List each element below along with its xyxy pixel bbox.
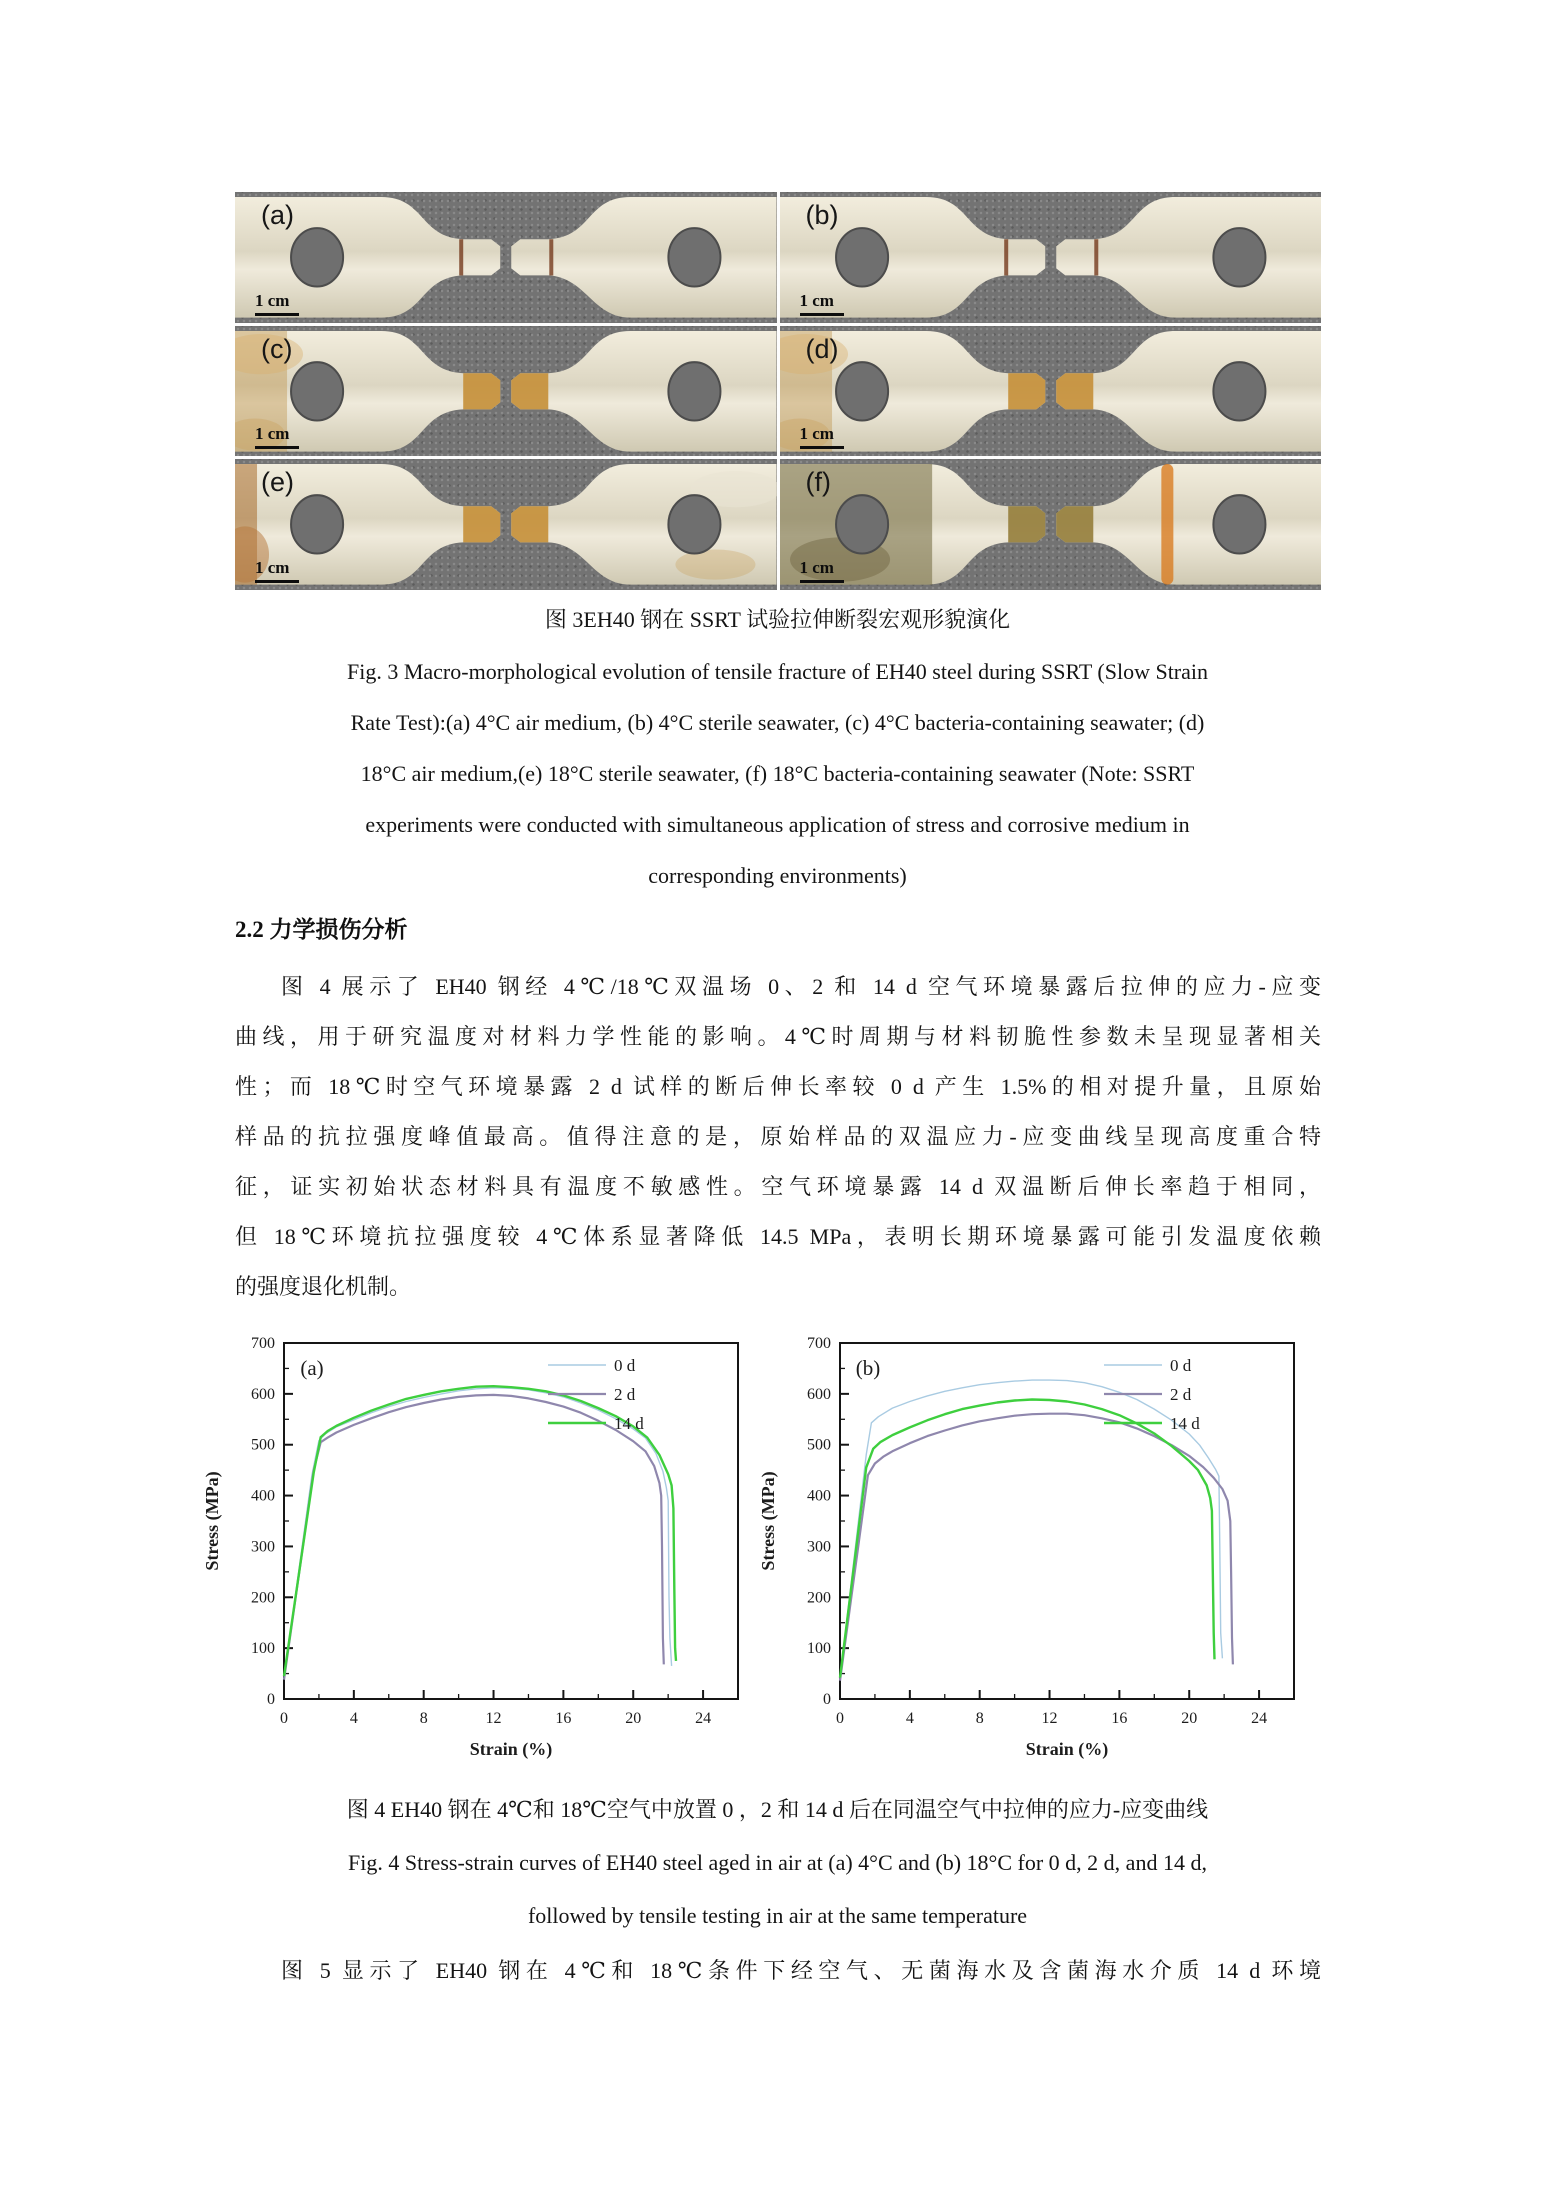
scale-bar-line: [800, 446, 844, 449]
svg-text:700: 700: [251, 1335, 275, 1352]
svg-text:16: 16: [1111, 1710, 1128, 1727]
caption-line: corresponding environments): [648, 863, 907, 888]
scale-bar-line: [255, 446, 299, 449]
scale-bar-line: [800, 580, 844, 583]
paragraph-line: 但 18℃环境抗拉强度较 4℃体系显著降低 14.5 MPa，表明长期环境暴露可能引发温度依赖: [235, 1224, 1321, 1249]
paragraph-line: 图 4 展示了 EH40 钢经 4℃/18℃双温场 0、2 和 14 d 空气环境暴露后拉伸的应力-应变: [281, 974, 1321, 999]
paragraph-line: 性；而 18℃时空气环境暴露 2 d 试样的断后伸长率较 0 d 产生 1.5%的相对提升量，且原始: [235, 1074, 1321, 1099]
svg-text:500: 500: [251, 1436, 275, 1454]
svg-text:12: 12: [485, 1710, 502, 1727]
figure3-caption-zh: 图 3EH40 钢在 SSRT 试验拉伸断裂宏观形貌演化: [544, 607, 1011, 632]
svg-text:0: 0: [836, 1710, 844, 1727]
svg-text:(b): (b): [855, 1356, 881, 1380]
panel-letter: (a): [261, 200, 294, 230]
svg-text:12: 12: [1041, 1710, 1058, 1727]
svg-text:300: 300: [807, 1538, 831, 1556]
figure4-chart-a: [196, 1330, 748, 1766]
scale-bar-line: [800, 313, 844, 316]
caption-line: Rate Test):(a) 4°C air medium, (b) 4°C sterile seawater, (c) 4°C bacteria-containing seawater; (d): [350, 710, 1205, 735]
svg-text:(a): (a): [300, 1356, 324, 1380]
paragraph-line: 样品的抗拉强度峰值最高。值得注意的是，原始样品的双温应力-应变曲线呈现高度重合特: [235, 1124, 1321, 1149]
scale-bar: 1 cm: [800, 292, 844, 316]
figure4-caption-en-line2: followed by tensile testing in air at the same temperature: [527, 1903, 1028, 1928]
svg-text:300: 300: [251, 1538, 275, 1556]
specimen-photo-a: [235, 192, 777, 323]
svg-text:14 d: 14 d: [1170, 1414, 1200, 1433]
figure3-photo-grid: [235, 192, 1321, 590]
svg-text:Strain (%): Strain (%): [469, 1739, 553, 1759]
specimen-photo-e: [235, 459, 777, 590]
svg-text:100: 100: [251, 1640, 275, 1658]
svg-text:14 d: 14 d: [614, 1414, 644, 1433]
caption-line: 18°C air medium,(e) 18°C sterile seawater, (f) 18°C bacteria-containing seawater (Note: SSRT: [360, 761, 1195, 786]
svg-text:2 d: 2 d: [1170, 1385, 1192, 1404]
scale-bar: 1 cm: [800, 425, 844, 449]
svg-text:16: 16: [555, 1710, 572, 1727]
scale-bar: 1 cm: [255, 292, 299, 316]
svg-text:0: 0: [280, 1710, 288, 1727]
scale-bar-line: [255, 580, 299, 583]
specimen-photo-c: [235, 326, 777, 457]
scale-bar: 1 cm: [255, 559, 299, 583]
panel-letter: (b): [805, 200, 839, 230]
scale-bar-line: [255, 313, 299, 316]
svg-text:2 d: 2 d: [614, 1385, 636, 1404]
caption-line: Fig. 3 Macro-morphological evolution of tensile fracture of EH40 steel during SSRT (Slow Strain: [346, 659, 1209, 684]
figure4-chart-b: [752, 1330, 1304, 1766]
specimen-photo-f: [780, 459, 1322, 590]
figure4-caption-en-line1: Fig. 4 Stress-strain curves of EH40 steel aged in air at (a) 4°C and (b) 18°C for 0 d, 2 d, and 14 d,: [348, 1850, 1207, 1875]
closing-paragraph-line: 图 5 显示了 EH40 钢在 4℃和 18℃条件下经空气、无菌海水及含菌海水介质 14 d 环境: [281, 1958, 1321, 1983]
svg-text:400: 400: [807, 1487, 831, 1505]
paragraph-line: 曲线，用于研究温度对材料力学性能的影响。4℃时周期与材料韧脆性参数未呈现显著相关: [235, 1024, 1321, 1049]
svg-text:0: 0: [823, 1691, 831, 1708]
panel-letter: (e): [261, 467, 294, 498]
paragraph-line: 征，证实初始状态材料具有温度不敏感性。空气环境暴露 14 d 双温断后伸长率趋于相同，: [235, 1174, 1321, 1199]
svg-text:Stress (MPa): Stress (MPa): [202, 1471, 222, 1571]
panel-letter: (f): [805, 467, 831, 498]
scale-bar: 1 cm: [255, 425, 299, 449]
scale-bar: 1 cm: [800, 559, 844, 583]
figure3-caption-en: [0, 646, 1555, 901]
paragraph-line: 的强度退化机制。: [235, 1274, 412, 1299]
svg-text:Stress (MPa): Stress (MPa): [758, 1471, 778, 1571]
svg-text:200: 200: [807, 1589, 831, 1607]
svg-text:100: 100: [807, 1640, 831, 1658]
specimen-photo-b: [780, 192, 1322, 323]
body-paragraph: [235, 962, 1321, 1312]
svg-text:600: 600: [807, 1385, 831, 1403]
svg-text:600: 600: [251, 1385, 275, 1403]
svg-text:24: 24: [1251, 1710, 1268, 1727]
svg-text:200: 200: [251, 1589, 275, 1607]
panel-letter: (c): [261, 333, 293, 364]
svg-text:20: 20: [625, 1710, 642, 1727]
specimen-photo-d: [780, 326, 1322, 457]
svg-text:500: 500: [807, 1436, 831, 1454]
svg-text:24: 24: [695, 1710, 712, 1727]
svg-text:700: 700: [807, 1335, 831, 1352]
panel-letter: (d): [805, 333, 839, 364]
svg-text:8: 8: [975, 1710, 984, 1727]
caption-line: experiments were conducted with simultaneous application of stress and corrosive medium in: [365, 812, 1190, 837]
figure4-caption-zh: 图 4 EH40 钢在 4℃和 18℃空气中放置 0 ，2 和 14 d 后在同温空气中拉伸的应力-应变曲线: [346, 1797, 1209, 1822]
svg-text:8: 8: [419, 1710, 428, 1727]
svg-text:0 d: 0 d: [1170, 1356, 1192, 1375]
svg-text:400: 400: [251, 1487, 275, 1505]
svg-text:0: 0: [267, 1691, 275, 1708]
section-heading: 2.2 力学损伤分析: [235, 917, 408, 942]
svg-text:20: 20: [1181, 1710, 1198, 1727]
svg-text:4: 4: [905, 1710, 914, 1727]
svg-text:4: 4: [349, 1710, 358, 1727]
svg-text:0 d: 0 d: [614, 1356, 636, 1375]
svg-text:Strain (%): Strain (%): [1025, 1739, 1109, 1759]
